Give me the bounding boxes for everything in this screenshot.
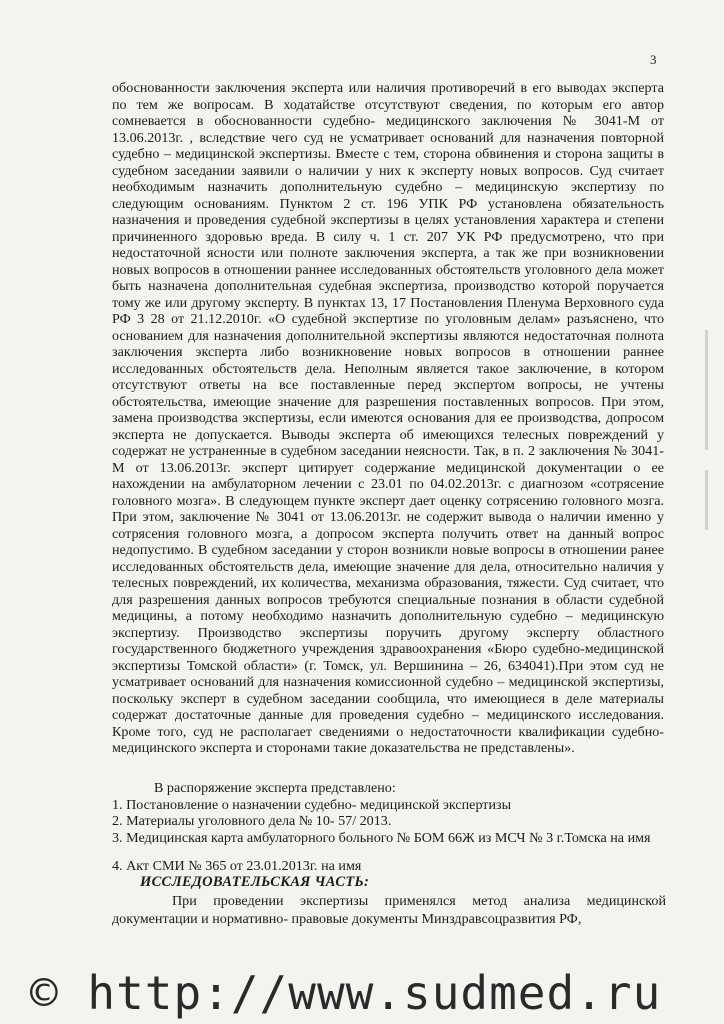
materials-list bbox=[112, 797, 672, 847]
materials-list-block bbox=[112, 780, 672, 846]
scan-artifact-line bbox=[705, 330, 708, 450]
body-text bbox=[112, 80, 664, 757]
body-paragraph: обоснованности заключения эксперта или наличия противоречий в его выводах эксперта по тем же вопросам. В ходатайстве отсутствуют сведения, по которым его автор сомневается в обоснованности судебно- медицинского заключения № 3041-М от 13.06.2013г. , вследствие чего суд не усматривает оснований для назначения повторной судебно – медицинской экспертизы. Вместе с тем, сторона обвинения и сторона защиты в судебном заседании заявили о наличии у них к эксперту новых вопросов. Суд считает необходимым назначить дополнительную судебно – медицинскую экспертизу по следующим основаниям. Пунктом 2 ст. 196 УПК РФ установлена обязательность назначения и проведения судебной экспертизы в целях установления характера и степени причиненного здоровью вреда. В силу ч. 1 ст. 207 УК РФ предусмотрено, что при недостаточной ясности или полноте заключения эксперта, а так же при возникновении новых вопросов в отношении раннее исследованных обстоятельств уголовного дела может быть назначена дополнительная судебная экспертиза, производство которой поручается тому же или другому эксперту. В пунктах 13, 17 Постановления Пленума Верховного суда РФ 3 28 от 21.12.2010г. «О судебной экспертизе по уголовным делам» разъяснено, что основанием для назначения дополнительной экспертизы являются недостаточная полнота заключения эксперта либо возникновение новых вопросов в отношении раннее исследованных обстоятельств дела. Неполным является такое заключение, в котором отсутствуют ответы на все поставленные перед экспертом вопросы, не учтены обстоятельства, имеющие значение для разрешения поставленных вопросов. При этом, замена производства экспертизы, если имеются основания для ее производства, допросом эксперта не допускается. Выводы эксперта об имеющихся телесных повреждений у содержат не устраненные в судебном заседании неясности. Так, в п. 2 заключения № 3041-М от 13.06.2013г. эксперт цитирует содержание медицинской документации о ее нахождении на амбулаторном лечении с 23.01 по 04.02.2013г. с диагнозом «сотрясение головного мозга». В следующем пункте эксперт дает оценку сотрясению головного мозга. При этом, заключение № 3041 от 13.06.2013г. не содержит вывода о наличии именно у сотрясения головного мозга, а допросом эксперта получить ответ на данный вопрос недопустимо. В судебном заседании у сторон возникли новые вопросы в отношении ранее исследованных обстоятельств дела, имеющие значение для дела, относительно наличия у телесных повреждений, их количества, механизма образования, тяжести. Суд считает, что для разрешения данных вопросов требуются специальные познания в области судебной медицины, а потому необходимо назначить дополнительную судебно – медицинскую экспертизу. Производство экспертизы поручить другому эксперту областного государственного бюджетного учреждения здравоохранения «Бюро судебно-медицинской экспертизы Томской области» (г. Томск, ул. Вершинина – 26, 634041).При этом суд не усматривает оснований для назначения комиссионной судебно – медицинской экспертизы, поскольку эксперт в судебном заседании сообщила, что имеющиеся в деле материалы содержат достаточные данные для проведения судебно – медицинского исследования. Кроме того, суд не располагает сведениями о недостаточности квалификации судебно- медицинского эксперта и сторонами такие доказательства не представлены». bbox=[112, 80, 664, 756]
list-item: 1. Постановление о назначении судебно- медицинской экспертизы bbox=[112, 796, 512, 813]
materials-intro: В распоряжение эксперта представлено: bbox=[154, 780, 396, 796]
list-item-act: 4. Акт СМИ № 365 от 23.01.2013г. на имя bbox=[112, 858, 362, 874]
scan-artifact-line bbox=[705, 470, 708, 530]
list-item: 3. Медицинская карта амбулаторного больного № БОМ 66Ж из МСЧ № 3 г.Томска на имя bbox=[112, 829, 651, 846]
page-number: 3 bbox=[650, 52, 657, 67]
research-paragraph: При проведении экспертизы применялся метод анализа медицинской документации и нормативно- правовые документы Минздравсоцразвития РФ, bbox=[112, 893, 666, 927]
section-heading: ИССЛЕДОВАТЕЛЬСКАЯ ЧАСТЬ: bbox=[140, 874, 370, 890]
research-text bbox=[112, 892, 666, 928]
list-item: 2. Материалы уголовного дела № 10- 57/ 2013. bbox=[112, 813, 392, 829]
watermark: © http://www.sudmed.ru bbox=[30, 966, 662, 1020]
